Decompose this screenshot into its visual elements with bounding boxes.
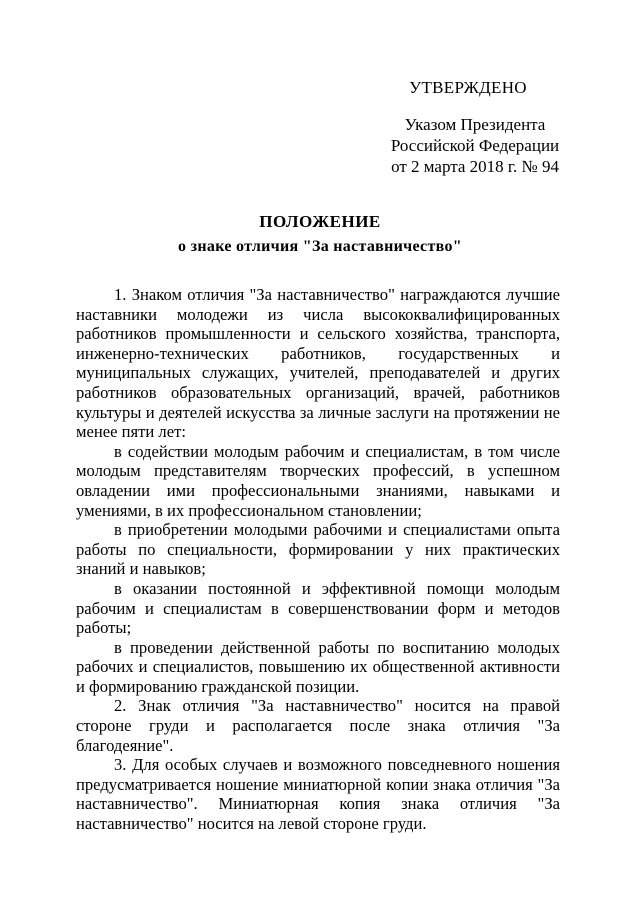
paragraph-clause-1: 1. Знаком отличия "За наставничество" награждаются лучшие наставники молодежи из числа высококвалифицированных работников промышленности и сельского хозяйства, транспорта, инженерно-технических работников, государственных и муниципальных служащих, учителей, преподавателей и других работников образовательных организаций, врачей, работников культуры и деятелей искусства за личные заслуги на протяжении не менее пяти лет: [76, 285, 560, 442]
approval-line-country: Российской Федерации [390, 136, 560, 155]
document-subtitle: о знаке отличия "За наставничество" [178, 238, 462, 255]
approval-line-date: от 2 марта 2018 г. № 94 [391, 157, 559, 176]
paragraph-clause-2: 2. Знак отличия "За наставничество" носится на правой стороне груди и располагается после знака отличия "За благодеяние". [76, 696, 560, 755]
approval-block [390, 77, 590, 177]
paragraph-item-education: в проведении действенной работы по воспитанию молодых рабочих и специалистов, повышению их общественной активности и формированию гражданской позиции. [76, 637, 560, 696]
paragraph-item-experience: в приобретении молодыми рабочими и специалистами опыта работы по специальности, формировании у них практических знаний и навыков; [76, 520, 560, 579]
document-title: ПОЛОЖЕНИЕ [259, 212, 381, 231]
paragraph-item-support: в содействии молодым рабочим и специалистам, в том числе молодым представителям творческих профессий, в успешном овладении ими профессиональными знаниями, навыками и умениями, в их профессиональном становлении; [76, 441, 560, 520]
approval-line-decree: Указом Президента [404, 115, 546, 134]
approval-stamp-label: УТВЕРЖДЕНО [409, 78, 527, 97]
paragraph-clause-3: 3. Для особых случаев и возможного повседневного ношения предусматривается ношение миниатюрной копии знака отличия "За наставничество". Миниатюрная копия знака отличия "За наставничество" носится на левой стороне груди. [76, 755, 560, 834]
document-body [76, 285, 560, 834]
paragraph-item-assistance: в оказании постоянной и эффективной помощи молодым рабочим и специалистам в совершенствовании форм и методов работы; [76, 578, 560, 638]
